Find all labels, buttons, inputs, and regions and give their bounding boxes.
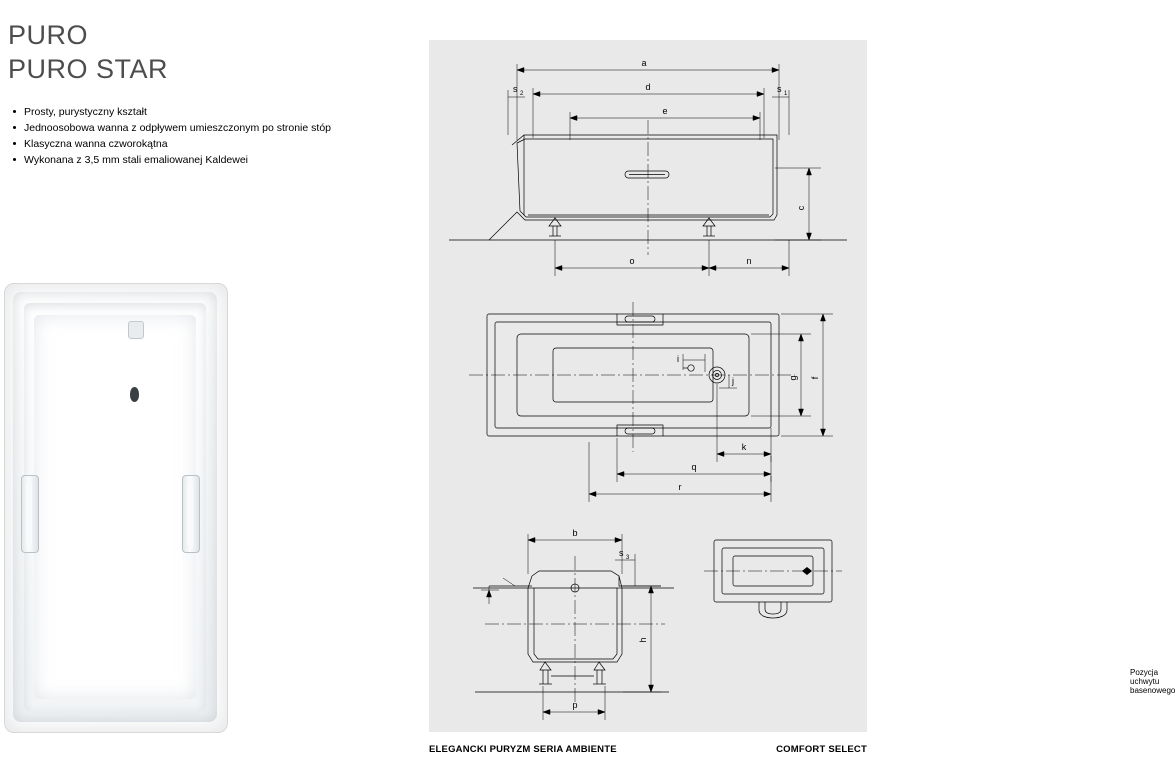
dimension-label-i: i bbox=[677, 354, 679, 364]
bathtub-product-photo bbox=[4, 283, 226, 731]
caption-row bbox=[429, 744, 867, 760]
bathtub-basin bbox=[34, 315, 196, 699]
bathtub-tap-hole bbox=[128, 321, 144, 339]
dimension-label-n: n bbox=[746, 256, 752, 266]
list-item: Wykonana z 3,5 mm stali emaliowanej Kaldewei bbox=[10, 152, 410, 168]
dimension-label-b: b bbox=[572, 528, 578, 538]
dimension-label-a: a bbox=[641, 58, 647, 68]
drawing-top-plan bbox=[429, 292, 867, 512]
caption-series: ELEGANCKI PURYZM SERIA AMBIENTE bbox=[429, 744, 617, 755]
dimension-label-p: p bbox=[572, 700, 578, 710]
page-title bbox=[8, 18, 168, 86]
dimension-label-e: e bbox=[662, 106, 668, 116]
dimension-label-c: c bbox=[796, 205, 806, 211]
product-title-line-1: PURO bbox=[8, 20, 89, 50]
handle-position-note: Pozycja uchwytu basenowego bbox=[1130, 668, 1175, 695]
dimension-label-s1-sub: 1 bbox=[784, 91, 788, 97]
caption-comfort-select: COMFORT SELECT bbox=[776, 744, 867, 755]
product-title-line-2: PURO STAR bbox=[8, 54, 169, 84]
dimension-label-s1: s bbox=[777, 84, 782, 94]
technical-drawing-panel bbox=[429, 40, 1175, 732]
dimension-label-s2: s bbox=[513, 84, 518, 94]
dimension-label-s3: s bbox=[619, 548, 624, 558]
dimension-label-k: k bbox=[741, 442, 747, 452]
dimension-label-d: d bbox=[645, 82, 651, 92]
bathtub-overflow-drain bbox=[130, 387, 139, 402]
dimension-label-r: r bbox=[678, 482, 682, 492]
feature-list bbox=[10, 104, 410, 168]
dimension-label-j: j bbox=[732, 376, 734, 386]
dimension-label-h: h bbox=[638, 637, 648, 643]
bathtub-handle-left bbox=[21, 475, 39, 553]
dimension-label-s3-sub: 3 bbox=[626, 555, 630, 561]
product-info-column bbox=[0, 0, 420, 771]
drawing-side-elevation bbox=[429, 40, 867, 290]
dimension-label-o: o bbox=[629, 256, 635, 266]
bathtub-handle-right bbox=[182, 475, 200, 553]
drawing-front-elevation bbox=[429, 514, 867, 732]
list-item: Prosty, purystyczny kształt bbox=[10, 104, 410, 120]
dimension-label-q: q bbox=[691, 462, 697, 472]
dimension-label-g: g bbox=[788, 375, 798, 381]
dimension-label-f: f bbox=[810, 376, 820, 380]
list-item: Jednoosobowa wanna z odpływem umieszczonym po stronie stóp bbox=[10, 120, 410, 136]
dimension-label-s2-sub: 2 bbox=[520, 91, 524, 97]
list-item: Klasyczna wanna czworokątna bbox=[10, 136, 410, 152]
